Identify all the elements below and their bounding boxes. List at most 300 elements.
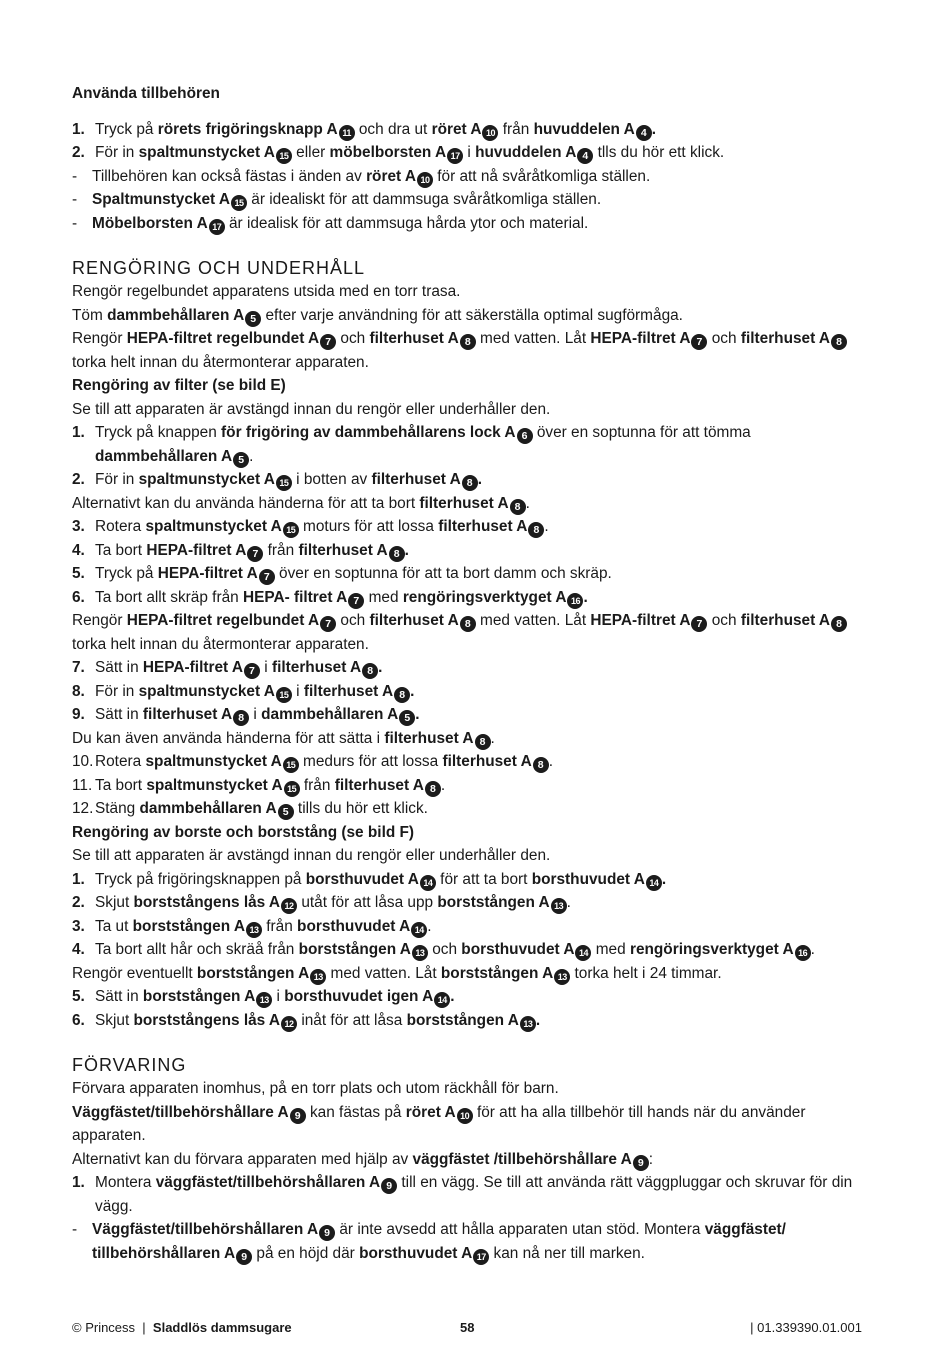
bold-term: borststången A <box>298 941 411 958</box>
part-reference-badge: 8 <box>389 546 405 562</box>
section-heading: RENGÖRING OCH UNDERHÅLL <box>72 258 366 278</box>
part-reference-badge: 17 <box>447 148 463 164</box>
numbered-step <box>72 562 872 586</box>
bold-term: spaltmunstycket A <box>138 682 275 700</box>
part-reference-badge: 9 <box>319 1225 335 1241</box>
step-number: 5. <box>72 988 85 1005</box>
bold-term: HEPA-filtret regelbundet A <box>126 612 320 629</box>
dash-bullet-icon: - <box>72 191 78 208</box>
part-reference-badge: 15 <box>283 522 299 538</box>
text-run: Tryck på knappen <box>95 424 222 441</box>
text-run: För in <box>95 682 139 700</box>
bullet-text <box>92 191 601 208</box>
step-number: 5. <box>72 565 85 582</box>
text-run: kan fästas på <box>305 1103 406 1121</box>
text-run: Sätt in <box>95 706 143 723</box>
bold-term: . <box>477 471 482 488</box>
dash-bullet-item <box>72 212 872 236</box>
bold-term: borststången A <box>142 988 256 1005</box>
step-text <box>95 659 382 676</box>
bold-term: Möbelborsten A <box>92 214 208 232</box>
text-run: kan nå ner till marken. <box>489 1244 645 1262</box>
bold-term: filterhuset A <box>271 659 362 676</box>
text-run: Ta ut <box>95 917 133 935</box>
step-text <box>95 777 445 794</box>
text-run: . <box>548 753 553 770</box>
text-run: Sätt in <box>95 659 143 676</box>
bold-term: dammbehållaren A <box>139 800 277 817</box>
paragraph <box>72 962 872 986</box>
text-run: medurs för att lossa <box>298 753 443 770</box>
text-run: Rengör regelbundet apparatens utsida med en torr trasa. <box>72 283 461 300</box>
numbered-step <box>72 118 872 142</box>
step-number: 1. <box>72 120 85 138</box>
text-run: . <box>440 776 446 794</box>
numbered-step <box>72 938 872 962</box>
bold-term: borststången A <box>437 894 550 911</box>
bold-term: borststången A <box>196 964 310 982</box>
part-reference-badge: 9 <box>236 1249 252 1265</box>
step-text <box>95 706 420 723</box>
part-reference-badge: 14 <box>434 992 450 1008</box>
part-reference-badge: 8 <box>510 499 526 515</box>
dash-bullet-icon: - <box>72 214 78 232</box>
text-run: och <box>427 941 462 958</box>
part-reference-badge: 7 <box>320 616 336 632</box>
footer-product: Sladdlös dammsugare <box>152 1320 292 1335</box>
part-reference-badge: 13 <box>412 945 428 961</box>
bold-term: . <box>415 706 420 723</box>
paragraph <box>72 327 872 374</box>
bold-term: filterhuset A <box>142 706 233 723</box>
part-reference-badge: 13 <box>256 992 272 1008</box>
bold-term: Rengöring av filter (se bild E) <box>72 377 286 394</box>
part-reference-badge: 8 <box>462 475 478 491</box>
bold-term: filterhuset A <box>442 753 532 770</box>
bold-term: möbelborsten A <box>329 144 447 161</box>
bold-term: . <box>651 120 657 138</box>
paragraph <box>72 1148 872 1172</box>
step-text <box>95 941 815 958</box>
part-reference-badge: 7 <box>348 593 364 609</box>
step-text <box>95 894 571 911</box>
part-reference-badge: 7 <box>259 569 275 585</box>
numbered-step <box>72 891 872 915</box>
footer-separator: | <box>142 1320 146 1335</box>
page-footer <box>72 1320 862 1338</box>
part-reference-badge: 16 <box>795 945 811 961</box>
bold-term: borsthuvudet igen A <box>284 988 434 1005</box>
bold-term: röret A <box>405 1103 456 1121</box>
part-reference-badge: 5 <box>233 452 249 468</box>
step-text <box>95 144 724 161</box>
part-reference-badge: 5 <box>278 804 294 820</box>
text-run: med vatten. Låt <box>475 330 591 347</box>
text-run: Rengör <box>72 612 127 629</box>
bold-term: borsthuvudet A <box>461 941 575 958</box>
numbered-step <box>72 750 872 774</box>
text-run: Tryck på <box>95 565 158 582</box>
text-run: och <box>707 612 741 629</box>
step-number: 3. <box>72 917 85 935</box>
text-run: : <box>648 1150 654 1168</box>
step-text <box>95 518 549 535</box>
part-reference-badge: 8 <box>533 757 549 773</box>
text-run: eller <box>291 144 330 161</box>
step-number: 3. <box>72 518 85 535</box>
text-run: Rengör eventuellt <box>72 964 197 982</box>
step-number: 2. <box>72 894 85 911</box>
part-reference-badge: 9 <box>633 1155 649 1171</box>
text-run: Rotera <box>95 518 146 535</box>
step-text <box>95 424 751 465</box>
numbered-step <box>72 656 872 680</box>
step-number: 9. <box>72 706 85 723</box>
part-reference-badge: 9 <box>290 1108 306 1124</box>
text-run: Stäng <box>95 800 140 817</box>
text-run: Tryck på <box>95 120 158 138</box>
step-number: 11. <box>72 776 93 794</box>
bold-term: . <box>661 870 667 888</box>
text-run: med vatten. Låt <box>326 964 441 982</box>
text-run: Rotera <box>95 753 146 770</box>
numbered-step <box>72 985 872 1009</box>
part-reference-badge: 5 <box>399 710 415 726</box>
paragraph <box>72 727 872 751</box>
part-reference-badge: 14 <box>420 875 436 891</box>
step-text <box>95 753 553 770</box>
part-reference-badge: 17 <box>209 219 225 235</box>
step-number: 1. <box>72 870 85 888</box>
numbered-step <box>72 915 872 939</box>
text-run: Alternativt kan du förvara apparaten med hjälp av <box>72 1150 413 1168</box>
part-reference-badge: 7 <box>247 546 263 562</box>
text-run: i <box>272 988 285 1005</box>
part-reference-badge: 16 <box>567 593 583 609</box>
step-number: 8. <box>72 682 85 700</box>
bold-term: filterhuset A <box>371 471 461 488</box>
numbered-step <box>72 703 872 727</box>
step-text <box>95 683 414 700</box>
part-reference-badge: 4 <box>577 148 593 164</box>
text-run: . <box>525 494 530 512</box>
bold-term: . <box>404 541 409 559</box>
text-run: Skjut <box>95 1011 134 1029</box>
part-reference-badge: 8 <box>233 710 249 726</box>
bullet-text <box>92 168 650 185</box>
text-run: och <box>707 330 741 347</box>
bold-term: borststången A <box>132 917 245 935</box>
text-run: . <box>249 447 254 465</box>
part-reference-badge: 6 <box>517 428 533 444</box>
text-run: från <box>299 776 335 794</box>
text-run: tlls du hör ett klick. <box>593 144 725 161</box>
part-reference-badge: 8 <box>425 781 441 797</box>
text-run: från <box>261 917 298 935</box>
dash-bullet-item <box>72 1218 872 1265</box>
bold-term: . <box>583 588 588 606</box>
paragraph <box>72 1077 872 1101</box>
bold-term: filterhuset A <box>419 494 509 512</box>
part-reference-badge: 12 <box>281 898 297 914</box>
paragraph <box>72 398 872 422</box>
part-reference-badge: 8 <box>394 687 410 703</box>
bold-term: dammbehållaren A <box>261 706 399 723</box>
text-run: och <box>336 330 370 347</box>
text-run: från <box>263 541 299 559</box>
footer-document-code: | 01.339390.01.001 <box>750 1320 862 1335</box>
spacer <box>72 106 872 118</box>
step-text <box>95 565 612 582</box>
text-run: Tryck på frigöringsknappen på <box>95 870 306 888</box>
bold-term: HEPA-filtret A <box>590 612 691 629</box>
text-run: till en vägg. Se till att använda rätt väggpluggar och skruvar för din vägg. <box>95 1174 853 1215</box>
part-reference-badge: 13 <box>551 898 567 914</box>
text-run: Ta bort allt skräp från <box>95 588 243 606</box>
step-text <box>95 542 409 559</box>
paragraph <box>72 1101 872 1148</box>
bold-term: röret A <box>431 120 482 138</box>
part-reference-badge: 13 <box>246 922 262 938</box>
numbered-step <box>72 797 872 821</box>
step-number: 6. <box>72 1011 85 1029</box>
text-run: . <box>490 729 495 747</box>
bold-term: filterhuset A <box>438 518 528 535</box>
bold-term: borststången A <box>440 964 554 982</box>
step-text <box>95 471 482 488</box>
bold-term: rörets frigöringsknapp A <box>157 120 338 138</box>
part-reference-badge: 5 <box>245 311 261 327</box>
part-reference-badge: 4 <box>636 125 652 141</box>
bold-term: Använda tillbehören <box>72 85 220 102</box>
step-number: 10. <box>72 753 94 770</box>
bullet-text <box>92 215 588 232</box>
text-run: torka helt i 24 timmar. <box>570 964 722 982</box>
part-reference-badge: 8 <box>475 734 491 750</box>
part-reference-badge: 8 <box>831 334 847 350</box>
step-text <box>95 589 588 606</box>
bold-term: . <box>535 1011 541 1029</box>
bold-term: rengöringsverktyget A <box>629 941 794 958</box>
text-run: Alternativt kan du använda händerna för att ta bort <box>72 494 420 512</box>
bold-term: väggfästet/ tillbehörshållaren A <box>92 1221 786 1262</box>
paragraph <box>72 304 872 328</box>
part-reference-badge: 10 <box>417 172 433 188</box>
text-run: på en höjd där <box>252 1244 360 1262</box>
step-text <box>95 121 656 138</box>
text-run: Sätt in <box>95 988 143 1005</box>
part-reference-badge: 9 <box>381 1178 397 1194</box>
numbered-step <box>72 468 872 492</box>
step-number: 1. <box>72 1174 85 1191</box>
text-run: i <box>291 682 304 700</box>
section-heading: FÖRVARING <box>72 1055 187 1075</box>
step-text <box>95 871 666 888</box>
step-number: 2. <box>72 144 85 161</box>
text-run: Ta bort <box>95 776 147 794</box>
part-reference-badge: 7 <box>244 663 260 679</box>
bold-term: borsthuvudet A <box>297 917 411 935</box>
text-run: och <box>336 612 370 629</box>
text-run: Tillbehören kan också fästas i änden av <box>92 167 367 185</box>
part-reference-badge: 7 <box>691 334 707 350</box>
step-text <box>95 918 431 935</box>
part-reference-badge: 7 <box>691 616 707 632</box>
step-text <box>95 1174 852 1215</box>
paragraph <box>72 280 872 304</box>
part-reference-badge: 8 <box>362 663 378 679</box>
part-reference-badge: 10 <box>457 1108 473 1124</box>
part-reference-badge: 8 <box>831 616 847 632</box>
part-reference-badge: 13 <box>554 969 570 985</box>
text-run: För in <box>95 471 139 488</box>
bold-term: Spaltmunstycket A <box>92 191 230 208</box>
text-run: är inte avsedd att hålla apparaten utan stöd. Montera <box>335 1221 705 1238</box>
step-text <box>95 988 455 1005</box>
bold-term: borststången A <box>406 1011 519 1029</box>
numbered-step <box>72 421 872 468</box>
bold-term: . <box>450 988 455 1005</box>
bold-term: borststångens lås A <box>133 1011 281 1029</box>
bold-term: filterhuset A <box>740 612 831 629</box>
bold-term: HEPA-filtret A <box>146 541 247 559</box>
text-run: efter varje användning för att säkerställa optimal sugförmåga. <box>261 306 683 324</box>
text-run: Töm <box>72 306 108 324</box>
text-run: Se till att apparaten är avstängd innan du rengör eller underhåller den. <box>72 847 551 864</box>
text-run: utåt för att låsa upp <box>297 894 438 911</box>
text-run: torka helt innan du återmonterar apparaten. <box>72 353 369 371</box>
numbered-step <box>72 539 872 563</box>
numbered-step <box>72 868 872 892</box>
numbered-step <box>72 1171 872 1218</box>
part-reference-badge: 15 <box>283 757 299 773</box>
subsection-heading <box>72 374 872 398</box>
text-run: för att ta bort <box>435 870 532 888</box>
bold-term: filterhuset A <box>740 330 831 347</box>
part-reference-badge: 15 <box>231 195 247 211</box>
text-run: med vatten. Låt <box>475 612 591 629</box>
manual-page-body <box>72 82 872 1265</box>
text-run: och dra ut <box>354 120 432 138</box>
bold-term: filterhuset A <box>298 541 388 559</box>
bold-term: filterhuset A <box>369 612 459 629</box>
part-reference-badge: 14 <box>575 945 591 961</box>
part-reference-badge: 8 <box>460 334 476 350</box>
text-run: moturs för att lossa <box>298 518 439 535</box>
part-reference-badge: 7 <box>320 334 336 350</box>
part-reference-badge: 15 <box>276 687 292 703</box>
part-reference-badge: 15 <box>276 475 292 491</box>
bold-term: spaltmunstycket A <box>145 753 282 770</box>
bold-term: huvuddelen A <box>475 144 577 161</box>
bold-term: huvuddelen A <box>533 120 635 138</box>
text-run: med <box>591 941 630 958</box>
text-run: Se till att apparaten är avstängd innan du rengör eller underhåller den. <box>72 400 551 418</box>
text-run: . <box>544 518 549 535</box>
step-number: 4. <box>72 941 85 958</box>
part-reference-badge: 8 <box>528 522 544 538</box>
text-run: i botten av <box>291 471 372 488</box>
step-number: 2. <box>72 471 85 488</box>
text-run: tills du hör ett klick. <box>293 800 428 817</box>
bold-term: Väggfästet/tillbehörshållaren A <box>92 1221 319 1238</box>
numbered-step <box>72 141 872 165</box>
bold-term: borsthuvudet A <box>531 870 645 888</box>
text-run: Du kan även använda händerna för att sätta i <box>72 729 385 747</box>
text-run: i <box>259 659 272 676</box>
part-reference-badge: 14 <box>646 875 662 891</box>
bold-term: HEPA-filtret A <box>142 659 243 676</box>
text-run: över en soptunna för att tömma <box>532 424 751 441</box>
text-run: Förvara apparaten inomhus, på en torr plats och utom räckhåll för barn. <box>72 1080 559 1097</box>
text-run: för att nå svåråtkomliga ställen. <box>432 167 651 185</box>
text-run: Skjut <box>95 894 134 911</box>
part-reference-badge: 10 <box>482 125 498 141</box>
dash-bullet-icon: - <box>72 1221 78 1238</box>
step-text <box>95 800 428 817</box>
bold-term: filterhuset A <box>384 729 474 747</box>
step-number: 4. <box>72 541 85 559</box>
text-run: Rengör <box>72 330 127 347</box>
subsection-heading <box>72 821 872 845</box>
bold-term: . <box>378 659 383 676</box>
text-run: . <box>810 941 815 958</box>
paragraph <box>72 609 872 656</box>
bold-term: HEPA-filtret A <box>590 330 691 347</box>
part-reference-badge: 8 <box>460 616 476 632</box>
paragraph <box>72 492 872 516</box>
part-reference-badge: 12 <box>281 1016 297 1032</box>
part-reference-badge: 17 <box>473 1249 489 1265</box>
part-reference-badge: 13 <box>520 1016 536 1032</box>
text-run: för att ha alla tillbehör till hands när du använder apparaten. <box>72 1103 806 1144</box>
step-number: 7. <box>72 659 85 676</box>
numbered-step <box>72 1009 872 1033</box>
bold-term: filterhuset A <box>334 776 424 794</box>
text-run: över en soptunna för att ta bort damm och skräp. <box>274 565 612 582</box>
text-run: torka helt innan du återmonterar apparaten. <box>72 635 369 653</box>
bold-term: borsthuvudet A <box>305 870 419 888</box>
bold-term: rengöringsverktyget A <box>402 588 567 606</box>
part-reference-badge: 11 <box>339 125 355 141</box>
step-number: 1. <box>72 424 85 441</box>
step-number: 6. <box>72 588 85 606</box>
bold-term: väggfästet /tillbehörshållare A <box>412 1150 632 1168</box>
bold-term: . <box>410 682 415 700</box>
part-reference-badge: 14 <box>411 922 427 938</box>
bullet-text <box>92 1221 786 1262</box>
text-run: är idealisk för att dammsuga hårda ytor och material. <box>224 214 589 232</box>
bold-term: filterhuset A <box>303 682 394 700</box>
text-run: i <box>463 144 476 161</box>
text-run: med <box>364 588 403 606</box>
subsection-heading <box>72 82 872 106</box>
bold-term: spaltmunstycket A <box>138 144 275 161</box>
text-run: Ta bort <box>95 541 147 559</box>
bold-term: dammbehållaren A <box>95 447 233 465</box>
numbered-step <box>72 774 872 798</box>
text-run: från <box>498 120 534 138</box>
text-run: är idealiskt för att dammsuga svåråtkomliga ställen. <box>246 191 602 208</box>
bold-term: HEPA-filtret A <box>157 565 258 582</box>
dash-bullet-item <box>72 188 872 212</box>
bold-term: väggfästet/tillbehörshållaren A <box>155 1174 381 1191</box>
bold-term: spaltmunstycket A <box>145 518 282 535</box>
part-reference-badge: 13 <box>310 969 326 985</box>
text-run: För in <box>95 144 139 161</box>
bold-term: borststångens lås A <box>133 894 281 911</box>
part-reference-badge: 15 <box>276 148 292 164</box>
